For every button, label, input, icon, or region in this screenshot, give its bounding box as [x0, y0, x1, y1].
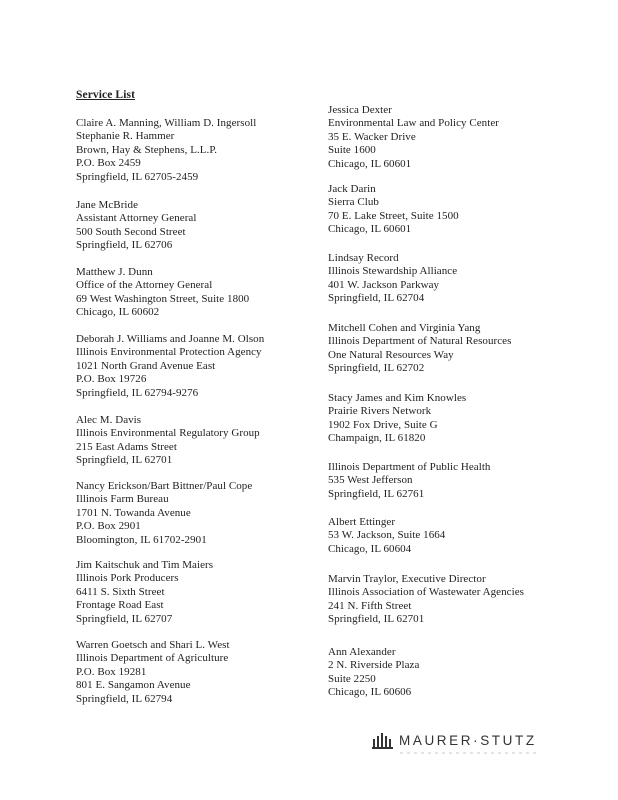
address-entry: [76, 414, 260, 468]
address-line: Ann Alexander: [328, 646, 396, 658]
address-entry: [76, 559, 213, 626]
address-line: Springfield, IL 62706: [76, 239, 173, 252]
address-line: Illinois Environmental Protection Agency: [76, 346, 262, 359]
address-line: Jim Kaitschuk and Tim Maiers: [76, 559, 214, 571]
address-line: Chicago, IL 60604: [328, 542, 412, 555]
address-entry: [76, 199, 196, 253]
address-line: Jane McBride: [76, 199, 138, 211]
address-line: Illinois Department of Agriculture: [76, 652, 229, 665]
address-line: Albert Ettinger: [328, 516, 396, 528]
address-entry: [328, 322, 511, 376]
address-line: 53 W. Jackson, Suite 1664: [328, 529, 446, 542]
address-line: P.O. Box 19726: [76, 373, 147, 386]
address-line: Stephanie R. Hammer: [76, 130, 175, 143]
address-line: 2 N. Riverside Plaza: [328, 659, 420, 672]
address-line: 35 E. Wacker Drive: [328, 130, 416, 143]
address-line: P.O. Box 19281: [76, 665, 147, 678]
address-line: Frontage Road East: [76, 599, 164, 612]
logo-wordmark: MAURER·STUTZ: [399, 733, 537, 748]
address-line: Chicago, IL 60601: [328, 157, 412, 170]
address-line: P.O. Box 2901: [76, 520, 141, 533]
address-line: One Natural Resources Way: [328, 348, 454, 361]
address-line: 535 West Jefferson: [328, 474, 413, 487]
address-entry: [76, 333, 264, 400]
address-entry: [328, 516, 445, 556]
company-logo: [372, 733, 544, 759]
address-line: Alec M. Davis: [76, 414, 142, 426]
address-line: 1021 North Grand Avenue East: [76, 359, 216, 372]
address-entry: [328, 252, 457, 306]
address-entry: [328, 183, 459, 237]
address-line: 241 N. Fifth Street: [328, 599, 412, 612]
address-line: Lindsay Record: [328, 252, 399, 264]
address-line: Environmental Law and Policy Center: [328, 117, 499, 130]
address-line: Deborah J. Williams and Joanne M. Olson: [76, 333, 265, 345]
address-entry: [76, 480, 252, 547]
address-line: Sierra Club: [328, 196, 379, 209]
address-line: Suite 1600: [328, 144, 376, 157]
address-line: P.O. Box 2459: [76, 157, 141, 170]
address-line: Springfield, IL 62702: [328, 362, 425, 375]
address-line: Suite 2250: [328, 672, 376, 685]
address-line: 1902 Fox Drive, Suite G: [328, 418, 438, 431]
address-line: Springfield, IL 62707: [76, 612, 173, 625]
address-line: Nancy Erickson/Bart Bittner/Paul Cope: [76, 480, 253, 492]
address-line: Illinois Environmental Regulatory Group: [76, 427, 260, 440]
address-line: Bloomington, IL 61702-2901: [76, 533, 207, 546]
address-line: Illinois Association of Wastewater Agencies: [328, 586, 524, 599]
address-entry: [328, 104, 499, 171]
address-line: Illinois Department of Natural Resources: [328, 335, 512, 348]
address-line: Illinois Department of Public Health: [328, 461, 491, 473]
address-line: Mitchell Cohen and Virginia Yang: [328, 322, 481, 334]
address-entry: [328, 461, 491, 501]
address-line: 500 South Second Street: [76, 225, 186, 238]
address-line: Illinois Farm Bureau: [76, 493, 169, 506]
address-line: Prairie Rivers Network: [328, 405, 432, 418]
address-line: Illinois Pork Producers: [76, 572, 179, 585]
address-line: Illinois Stewardship Alliance: [328, 265, 458, 278]
address-line: Marvin Traylor, Executive Director: [328, 573, 486, 585]
address-line: Springfield, IL 62705-2459: [76, 170, 199, 183]
logo-tagline-mark: [400, 751, 540, 755]
address-line: Springfield, IL 62704: [328, 292, 425, 305]
address-line: Stacy James and Kim Knowles: [328, 392, 467, 404]
address-line: Jack Darin: [328, 183, 376, 195]
address-line: Assistant Attorney General: [76, 212, 197, 225]
address-line: Springfield, IL 62701: [76, 454, 173, 467]
address-line: 1701 N. Towanda Avenue: [76, 506, 191, 519]
address-line: Springfield, IL 62701: [328, 613, 425, 626]
address-line: 6411 S. Sixth Street: [76, 585, 165, 598]
address-line: Chicago, IL 60602: [76, 306, 160, 319]
address-line: Springfield, IL 62794: [76, 692, 173, 705]
address-line: Warren Goetsch and Shari L. West: [76, 639, 230, 651]
address-entry: [328, 646, 419, 700]
address-line: Chicago, IL 60606: [328, 686, 412, 699]
page-title: Service List: [76, 89, 136, 101]
address-line: Office of the Attorney General: [76, 279, 213, 292]
address-entry: [76, 639, 230, 706]
address-line: 401 W. Jackson Parkway: [328, 278, 440, 291]
address-line: 70 E. Lake Street, Suite 1500: [328, 209, 459, 222]
address-line: Brown, Hay & Stephens, L.L.P.: [76, 143, 218, 156]
address-entry: [328, 573, 524, 627]
address-entry: [328, 392, 466, 446]
address-line: Matthew J. Dunn: [76, 266, 153, 278]
address-line: Champaign, IL 61820: [328, 432, 426, 445]
address-line: Claire A. Manning, William D. Ingersoll: [76, 117, 257, 129]
address-entry: [76, 117, 256, 184]
address-line: 801 E. Sangamon Avenue: [76, 679, 191, 692]
address-line: 69 West Washington Street, Suite 1800: [76, 292, 250, 305]
address-entry: [76, 266, 249, 320]
building-bars-icon: [372, 733, 396, 749]
address-line: Jessica Dexter: [328, 104, 392, 116]
address-line: Springfield, IL 62761: [328, 487, 425, 500]
address-line: 215 East Adams Street: [76, 440, 177, 453]
address-line: Chicago, IL 60601: [328, 223, 412, 236]
address-line: Springfield, IL 62794-9276: [76, 386, 199, 399]
